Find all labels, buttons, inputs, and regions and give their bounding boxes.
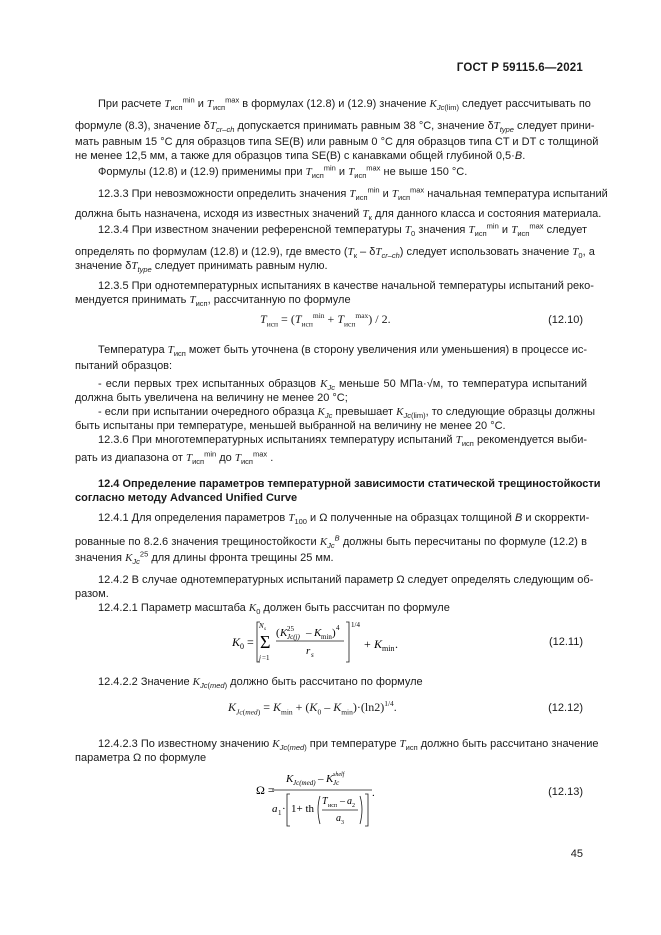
svg-text:K: K: [232, 635, 241, 649]
formula-number: (12.10): [548, 314, 583, 326]
svg-text:j: j: [259, 654, 261, 662]
section-heading: согласно методу Advanced Unified Curve: [75, 492, 298, 504]
text-line: рать из диапазона от $T_{исп}^{min}$ до $T_{исп}^{max}$ .: [75, 449, 274, 467]
text-line: - если при испытании очередного образца $K_{Jc}$ превышает $K_{Jc(lim)}$, то следующие образцы должны: [98, 406, 595, 421]
text-line: не менее 12,5 мм, а также для образцов типа SE(B) с канавками общей глубиной 0,5·B.: [75, 150, 526, 162]
svg-text:–: –: [340, 796, 345, 807]
text-line: мендуется принимать $T_{исп}$, рассчитанную по формуле: [75, 294, 351, 309]
text-line: 12.4.2 В случае однотемпературных испытаний параметр Ω следует определять следующим об-: [98, 574, 594, 586]
svg-text:–: –: [318, 773, 324, 785]
text-line: 12.3.5 При однотемпературных испытаниях в качестве начальной температуры испытаний реко-: [98, 280, 594, 292]
text-line: При расчете $T_{исп}^{min}$ и $T_{исп}^{max}$ в формулах (12.8) и (12.9) значение $K_{Jc(lim)}$ следует рассчитывать по: [98, 95, 591, 113]
svg-text:T: T: [322, 796, 328, 807]
section-heading: 12.4 Определение параметров температурной зависимости статической трещиностойкости: [98, 478, 601, 490]
svg-text:Jc: Jc: [333, 779, 340, 787]
svg-text:a: a: [272, 803, 278, 815]
text-line: должна быть назначена, исходя из известных значений $T_к$ для данного класса и состояния материала.: [75, 208, 602, 223]
svg-text:K: K: [286, 773, 294, 785]
text-line: параметра Ω по формуле: [75, 752, 207, 764]
page-number: 45: [570, 848, 583, 860]
formula-12-11-graphic: [232, 618, 412, 666]
svg-text:Ω =: Ω =: [256, 783, 275, 797]
svg-text:(: (: [276, 627, 280, 639]
text-line: 12.3.4 При известном значении референсной температуры $T_0$ значения $T_{исп}^{min}$ и $T_{исп}^{max}$ следует: [98, 221, 588, 239]
text-line: должна быть увеличена на величину не менее 20 °C;: [75, 392, 348, 404]
svg-text:1/4: 1/4: [351, 621, 360, 629]
svg-text:K: K: [314, 627, 322, 639]
svg-text:2: 2: [352, 803, 355, 809]
text-line: рованные по 8.2.6 значения трещиностойкости $K_{Jc}^B$ должны быть пересчитаны по формуле (12.2) в: [75, 533, 587, 551]
formula-number: (12.12): [548, 702, 583, 714]
text-line: Температура $T_{исп}$ может быть уточнена (в сторону увеличения или уменьшения) в процессе ис-: [98, 344, 588, 359]
text-line: определять по формулам (12.8) и (12.9), где вместо $(T_к - \delta T_{cr-ch})$ следует использовать значение $T_0$, а: [75, 246, 595, 261]
svg-text:): ): [332, 627, 336, 639]
svg-text:K: K: [374, 637, 383, 651]
formula-12-12: $K_{Jc(med)} = K_{min} + (K_0 - K_{min})\cdot(\ln 2)^{1/4}$.: [228, 699, 397, 717]
text-line: 12.4.2.1 Параметр масштаба $K_0$ должен быть рассчитан по формуле: [98, 602, 450, 617]
svg-text:K: K: [280, 627, 288, 639]
formula-number: (12.11): [548, 636, 583, 648]
text-line: 12.3.6 При многотемпературных испытаниях температуру испытаний $T_{исп}$ рекомендуется выби-: [98, 434, 587, 449]
text-line: 12.4.2.2 Значение $K_{Jc(med)}$ должно быть рассчитано по формуле: [98, 676, 423, 691]
document-header: ГОСТ Р 59115.6—2021: [456, 62, 583, 74]
svg-text:s: s: [264, 627, 266, 632]
svg-text:25: 25: [287, 625, 294, 633]
svg-text:1+ th: 1+ th: [291, 803, 315, 815]
text-line: мать равным 15 °C для образцов типа SE(B) или равным 0 °C для образцов типа CT и DT с толщиной: [75, 136, 599, 148]
svg-text:4: 4: [336, 624, 340, 632]
text-line: Формулы (12.8) и (12.9) применимы при $T_{исп}^{min}$ и $T_{исп}^{max}$ не выше 150 °C.: [98, 163, 468, 181]
svg-text:=1: =1: [262, 654, 270, 662]
svg-text:N: N: [259, 622, 264, 630]
text-line: 12.4.2.3 По известному значению $K_{Jc(med)}$ при температуре $T_{исп}$ должно быть рассчитано значение: [98, 738, 599, 753]
svg-text:1: 1: [278, 809, 282, 817]
svg-text:Jc(med): Jc(med): [293, 779, 316, 787]
text-line: быть испытаны при температуре, меньшей выбранной на величину не менее 20 °C.: [75, 420, 506, 432]
text-line: 12.3.3 При невозможности определить значения $T_{исп}^{min}$ и $T_{исп}^{max}$ начальная температура испытаний: [98, 185, 608, 203]
svg-text:K: K: [326, 773, 334, 785]
text-line: - если первых трех испытанных образцов $K_{Jc}$ меньше 50 МПа·√м, то температура испытаний: [98, 378, 587, 393]
text-line: разом.: [75, 588, 109, 600]
formula-number: (12.13): [548, 786, 583, 798]
formula-12-13-graphic: [256, 768, 386, 830]
svg-text:=: =: [247, 635, 254, 649]
svg-text:r: r: [306, 645, 311, 657]
svg-text:shelf: shelf: [333, 772, 345, 778]
text-line: формуле (8.3), значение $\delta T_{cr-ch}$ допускается принимать равным 38 °C, значение $\delta T_{type}$ следует прини-: [75, 120, 595, 135]
text-line: пытаний образцов:: [75, 360, 173, 372]
formula-12-13: [256, 768, 386, 830]
svg-text:исп: исп: [328, 803, 338, 809]
svg-text:s: s: [311, 651, 314, 659]
svg-text:a: a: [347, 796, 352, 807]
svg-text:min: min: [382, 644, 395, 653]
text-line: 12.4.1 Для определения параметров $T_{100}$ и Ω полученные на образцах толщиной B и скорректи-: [98, 512, 590, 527]
svg-text:–: –: [306, 627, 312, 639]
svg-text:+: +: [364, 637, 371, 651]
svg-text:.: .: [395, 637, 398, 651]
text-line: значение $\delta T_{type}$ следует принимать равным нулю.: [75, 260, 328, 275]
svg-text:.: .: [372, 787, 375, 799]
svg-text:Jc(j): Jc(j): [287, 633, 300, 641]
svg-text:min: min: [321, 633, 332, 641]
svg-text:Σ: Σ: [260, 632, 271, 652]
svg-text:a: a: [336, 813, 341, 824]
svg-text:·: ·: [282, 803, 286, 815]
formula-12-10: $T_{исп} = (T_{исп}^{min} + T_{исп}^{max}) / 2$.: [260, 311, 391, 329]
formula-12-11: [232, 618, 412, 666]
svg-text:0: 0: [240, 642, 244, 651]
text-line: значения $K_{Jc}^{25}$ для длины фронта трещины 25 мм.: [75, 549, 334, 567]
svg-text:3: 3: [341, 820, 344, 826]
